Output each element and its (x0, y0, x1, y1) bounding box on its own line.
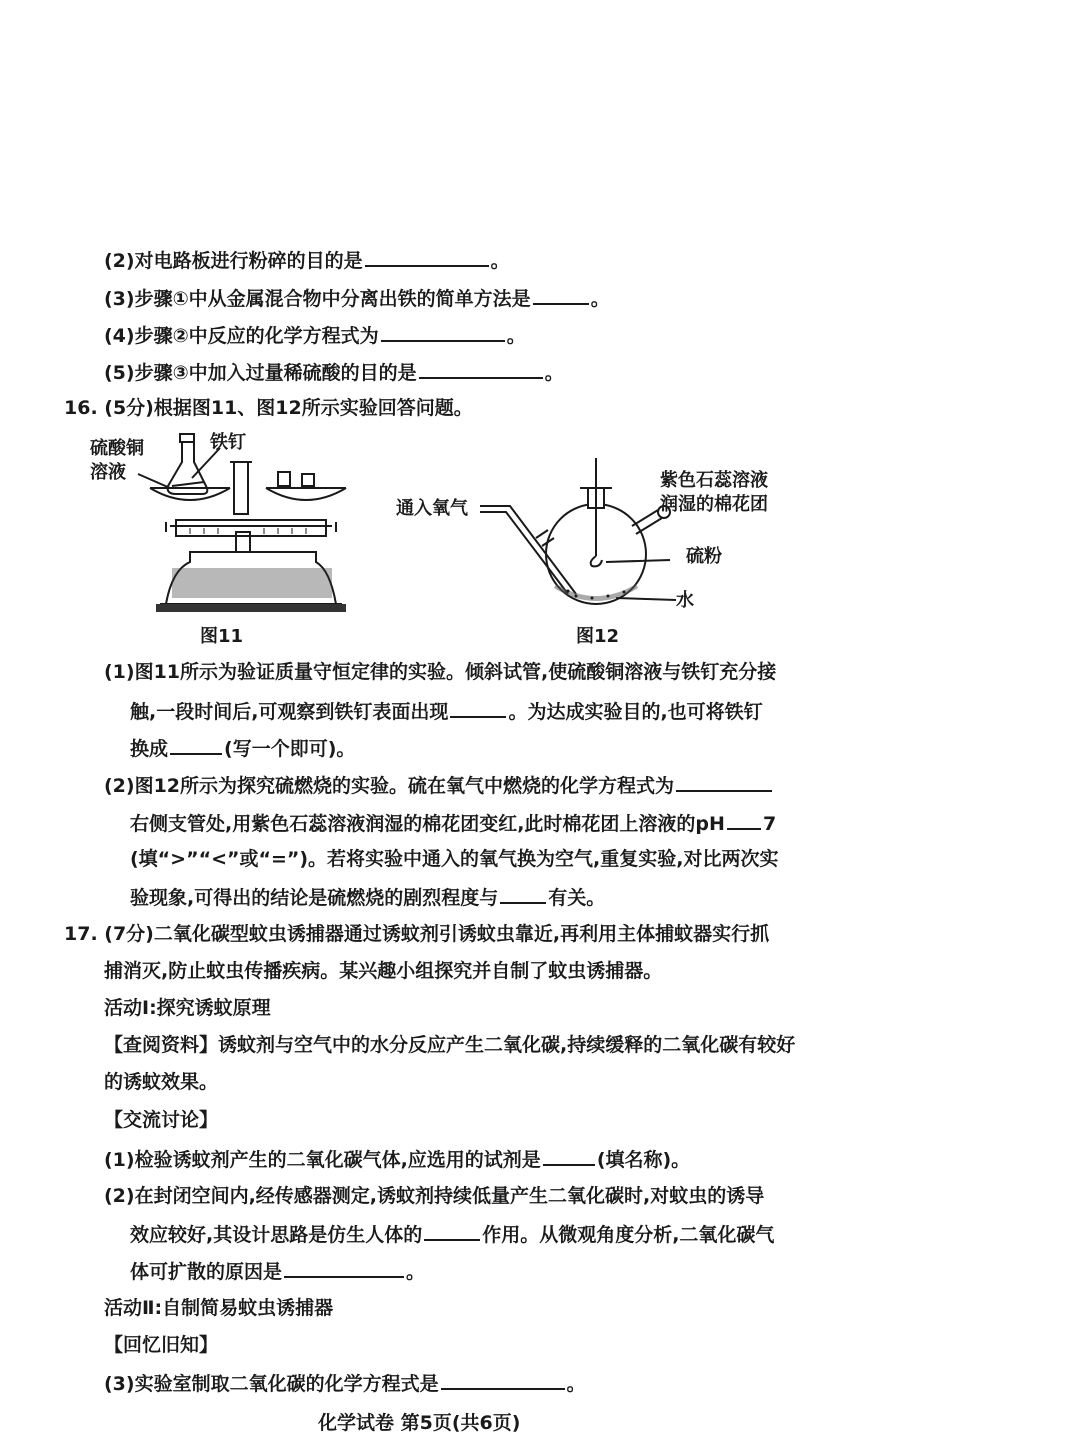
q17-part3 (104, 1370, 586, 1396)
q17-discussion: 【交流讨论】 (104, 1109, 219, 1131)
q16-part2-line2-text: 右侧支管处,用紫色石蕊溶液润湿的棉花团变红,此时棉花团上溶液的pH (130, 813, 725, 835)
q17-activity2: 活动Ⅱ:自制简易蚊虫诱捕器 (104, 1297, 334, 1319)
answer-blank[interactable] (284, 1258, 404, 1278)
q15-part3 (104, 285, 610, 311)
answer-blank[interactable] (533, 285, 589, 305)
label-litmus-line1: 紫色石蕊溶液 (660, 470, 768, 491)
q15-part5-text: (5)步骤③中加入过量稀硫酸的目的是 (104, 362, 417, 384)
q17-reference-line1: 【查阅资料】诱蚊剂与空气中的水分反应产生二氧化碳,持续缓释的二氧化碳有较好 (104, 1034, 796, 1056)
q16-part1-line3-start: 换成 (130, 738, 169, 760)
figure-12-caption: 图12 (576, 626, 620, 647)
page-footer: 化学试卷 第5页(共6页) (318, 1412, 521, 1434)
q16-part1-line3 (130, 735, 355, 761)
q16-part1-line2 (130, 698, 763, 724)
q17-part1-start: (1)检验诱蚊剂产生的二氧化碳气体,应选用的试剂是 (104, 1149, 541, 1171)
label-oxygen-inlet: 通入氧气 (396, 498, 468, 519)
q17-heading-line1: 17. (7分)二氧化碳型蚊虫诱捕器通过诱蚊剂引诱蚊虫靠近,再利用主体捕蚊器实行抓 (64, 923, 770, 945)
label-water: 水 (676, 590, 694, 611)
q16-part1-line3-end: (写一个即可)。 (224, 738, 356, 760)
q15-part4-end: 。 (506, 325, 526, 347)
answer-blank[interactable] (727, 810, 761, 830)
answer-blank[interactable] (424, 1221, 480, 1241)
q16-part1-line1: (1)图11所示为验证质量守恒定律的实验。倾斜试管,使硫酸铜溶液与铁钉充分接 (104, 661, 777, 683)
q16-part2-line1-text: (2)图12所示为探究硫燃烧的实验。硫在氧气中燃烧的化学方程式为 (104, 775, 675, 797)
q15-part3-end: 。 (590, 288, 610, 310)
q15-part2-end: 。 (490, 250, 510, 272)
q15-part3-text: (3)步骤①中从金属混合物中分离出铁的简单方法是 (104, 288, 531, 310)
q17-part1-end: (填名称)。 (596, 1149, 691, 1171)
q16-part2-line2 (130, 810, 776, 836)
label-sulfur-powder: 硫粉 (686, 546, 722, 567)
q15-part2 (104, 247, 510, 273)
q17-part2-line2-start: 效应较好,其设计思路是仿生人体的 (130, 1224, 423, 1246)
label-cuso4-line2: 溶液 (90, 462, 126, 483)
q17-part2-line3-end: 。 (406, 1261, 426, 1283)
answer-blank[interactable] (381, 322, 505, 342)
q17-part2-line2-end: 作用。从微观角度分析,二氧化碳气 (482, 1224, 775, 1246)
q16-part2-line1 (104, 772, 774, 798)
label-nail: 铁钉 (210, 432, 246, 453)
q16-part2-line3: (填“>”“<”或“=”)。若将实验中通入的氧气换为空气,重复实验,对比两次实 (130, 848, 779, 870)
q16-part2-line4-end: 有关。 (548, 887, 606, 909)
q17-reference-line2: 的诱蚊效果。 (104, 1071, 219, 1093)
q15-part4-text: (4)步骤②中反应的化学方程式为 (104, 325, 379, 347)
answer-blank[interactable] (419, 359, 543, 379)
q15-part5-end: 。 (544, 362, 564, 384)
q16-part2-line4 (130, 884, 605, 910)
q17-activity1: 活动Ⅰ:探究诱蚊原理 (104, 997, 271, 1019)
q17-part2-line3-start: 体可扩散的原因是 (130, 1261, 283, 1283)
q16-part1-line2-start: 触,一段时间后,可观察到铁钉表面出现 (130, 701, 449, 723)
q15-part4 (104, 322, 526, 348)
answer-blank[interactable] (450, 698, 506, 718)
q16-part2-line4-start: 验现象,可得出的结论是硫燃烧的剧烈程度与 (130, 887, 499, 909)
label-cuso4-line1: 硫酸铜 (90, 438, 144, 459)
q16-part2-line2-value: 7 (762, 813, 777, 835)
figure-11 (80, 428, 360, 647)
q17-recall: 【回忆旧知】 (104, 1334, 219, 1356)
q17-heading-line2: 捕消灭,防止蚊虫传播疾病。某兴趣小组探究并自制了蚊虫诱捕器。 (104, 960, 663, 982)
combustion-flask-diagram (396, 448, 816, 648)
q15-part5 (104, 359, 564, 385)
q17-part2-line3 (130, 1258, 425, 1284)
q17-part3-end: 。 (566, 1373, 586, 1395)
q17-part2-line2 (130, 1221, 774, 1247)
balance-diagram (80, 428, 360, 628)
answer-blank[interactable] (170, 735, 222, 755)
q16-heading: 16. (5分)根据图11、图12所示实验回答问题。 (64, 397, 473, 419)
answer-blank[interactable] (543, 1146, 595, 1166)
answer-blank[interactable] (500, 884, 546, 904)
answer-blank[interactable] (441, 1370, 565, 1390)
label-litmus-line2: 润湿的棉花团 (660, 494, 768, 515)
q17-part1 (104, 1146, 690, 1172)
answer-blank[interactable] (676, 772, 772, 792)
figure-11-caption: 图11 (200, 626, 244, 647)
q15-part2-text: (2)对电路板进行粉碎的目的是 (104, 250, 363, 272)
q17-part2-line1: (2)在封闭空间内,经传感器测定,诱蚊剂持续低量产生二氧化碳时,对蚊虫的诱导 (104, 1185, 765, 1207)
answer-blank[interactable] (365, 247, 489, 267)
q16-part1-line2-end: 。为达成实验目的,也可将铁钉 (508, 701, 763, 723)
figure-12 (396, 448, 816, 648)
q17-part3-start: (3)实验室制取二氧化碳的化学方程式是 (104, 1373, 439, 1395)
